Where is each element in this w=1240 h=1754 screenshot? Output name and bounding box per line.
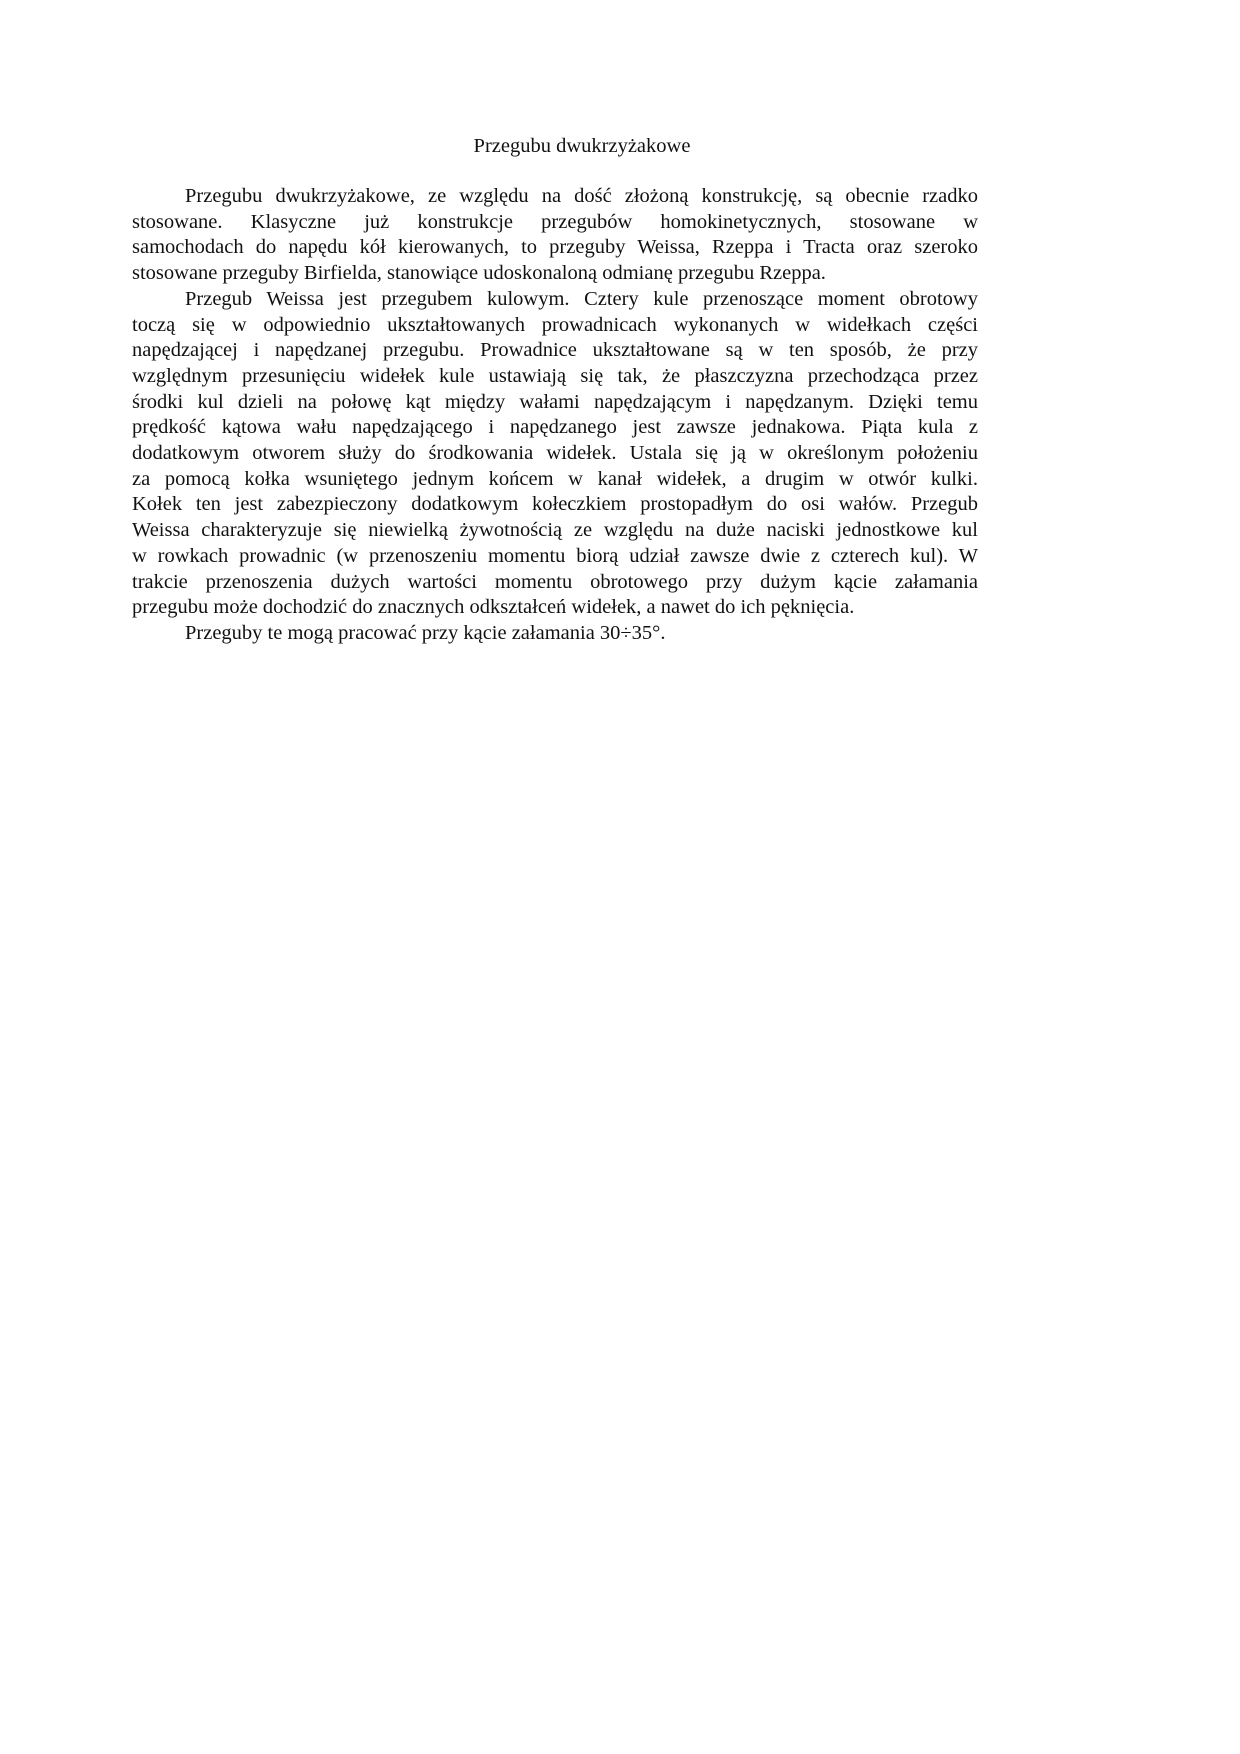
text-line: stosowane przeguby Birfielda, stanowiące udoskonaloną odmianę przegubu Rzeppa.: [132, 262, 826, 285]
text-line: prędkość kątowa wału napędzającego i napędzanego jest zawsze jednakowa. Piąta kula z: [132, 416, 978, 439]
text-line: trakcie przenoszenia dużych wartości momentu obrotowego przy dużym kącie załamania: [132, 570, 978, 593]
paragraph-weiss-joint: [132, 287, 978, 621]
text-line: dodatkowym otworem służy do środkowania widełek. Ustala się ją w określonym położeniu: [132, 442, 978, 465]
text-line: samochodach do napędu kół kierowanych, to przeguby Weissa, Rzeppa i Tracta oraz szeroko: [132, 236, 978, 259]
document-body: [132, 184, 978, 647]
text-line: napędzającej i napędzanej przegubu. Prowadnice ukształtowane są w ten sposób, że przy: [132, 339, 978, 362]
text-line: Weissa charakteryzuje się niewielką żywotnością ze względu na duże naciski jednostkowe kul: [132, 519, 978, 542]
text-line: za pomocą kołka wsuniętego jednym końcem w kanał widełek, a drugim w otwór kulki.: [132, 467, 978, 490]
text-line: Kołek ten jest zabezpieczony dodatkowym kołeczkiem prostopadłym do osi wałów. Przegub: [132, 493, 978, 516]
paragraph-angle: [132, 621, 978, 647]
text-line: stosowane. Klasyczne już konstrukcje przegubów homokinetycznych, stosowane w: [132, 210, 978, 233]
text-line: Przeguby te mogą pracować przy kącie załamania 30÷35°.: [185, 621, 666, 644]
text-line: w rowkach prowadnic (w przenoszeniu momentu biorą udział zawsze dwie z czterech kul). W: [132, 544, 978, 567]
paragraph-intro: [132, 184, 978, 287]
text-line: środki kul dzieli na połowę kąt między wałami napędzającym i napędzanym. Dzięki temu: [132, 390, 978, 413]
text-line: względnym przesunięciu widełek kule ustawiają się tak, że płaszczyzna przechodząca przez: [132, 364, 978, 387]
document-title: Przegubu dwukrzyżakowe: [473, 135, 691, 157]
text-line: toczą się w odpowiednio ukształtowanych prowadnicach wykonanych w widełkach części: [132, 313, 978, 336]
text-line: Przegubu dwukrzyżakowe, ze względu na dość złożoną konstrukcję, są obecnie rzadko: [185, 185, 978, 207]
text-line: Przegub Weissa jest przegubem kulowym. Cztery kule przenoszące moment obrotowy: [185, 287, 978, 310]
text-line: przegubu może dochodzić do znacznych odkształceń widełek, a nawet do ich pęknięcia.: [132, 596, 855, 619]
